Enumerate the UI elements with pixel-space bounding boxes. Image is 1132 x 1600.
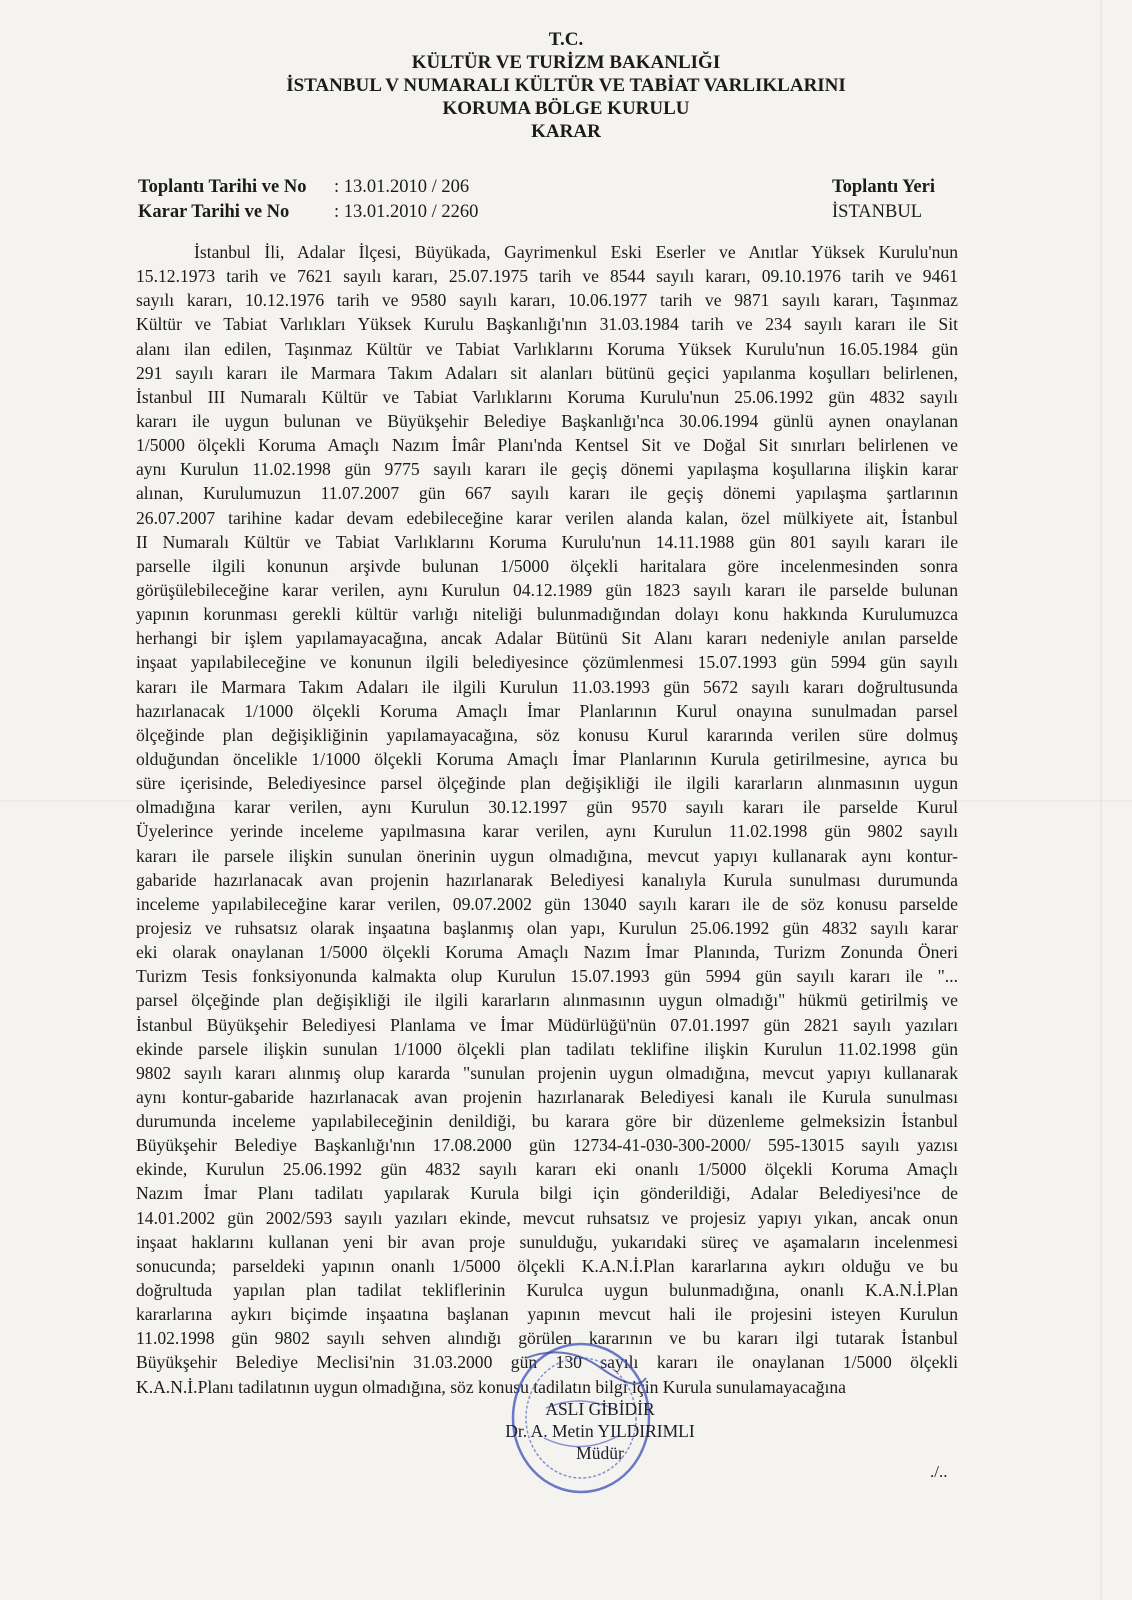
page-continue-marker: ./.. [930, 1462, 948, 1481]
body-line: 26.07.2007 tarihine kadar devam edebileceğine karar verilen alanda kalan, özel mülkiyete ait, İstanbul [136, 507, 958, 528]
body-line: İstanbul İli, Adalar İlçesi, Büyükada, Gayrimenkul Eski Eserler ve Anıtlar Yüksek Kurulu'nun [194, 242, 958, 262]
meeting-date-row [138, 175, 478, 200]
body-line: alınan, Kurulumuzun 11.07.2007 gün 667 sayılı kararı ile geçiş dönemi yapılaşma şartlarının [136, 483, 958, 504]
header-board-line2: KORUMA BÖLGE KURULU [442, 98, 690, 119]
decision-body [136, 240, 958, 1399]
body-line: sayılı kararı, 10.12.1976 tarih ve 9580 sayılı kararı, 10.06.1977 tarih ve 9871 sayılı kararı, Taşınmaz [136, 290, 958, 311]
body-line: ekinde, Kurulun 25.06.1992 gün 4832 sayılı kararı eki onanlı 1/5000 ölçekli Koruma Amaçlı [136, 1159, 958, 1180]
body-line: 15.12.1973 tarih ve 7621 sayılı kararı, 25.07.1975 tarih ve 8544 sayılı kararı, 09.10.1976 tarih ve 9461 [136, 266, 958, 287]
body-line: 11.02.1998 gün 9802 sayılı sehven alındığı görülen kararının ve bu kararı ilgi tutarak İstanbul [136, 1328, 958, 1349]
body-line: İstanbul III Numaralı Kültür ve Tabiat Varlıklarını Koruma Kurulu'nun 25.06.1992 gün 4832 sayılı [136, 386, 958, 407]
body-line: yapının korunması gerekli kültür varlığı niteliği bulunmadığından dolayı konu hakkında Kurulumuzca [136, 604, 958, 625]
header-republic: T.C. [548, 29, 584, 50]
body-line: Nazım İmar Planı tadilatı yapılarak Kurula bilgi için gönderildiği, Adalar Belediyesi'nce de [136, 1183, 958, 1204]
body-line: 291 sayılı kararı ile Marmara Takım Adaları sit alanları bütünü geçici yapılanma koşulları belirlenen, [136, 362, 958, 383]
body-line: Büyükşehir Belediye Meclisi'nin 31.03.2000 gün 130 sayılı kararı ile onaylanan 1/5000 ölçekli [136, 1352, 958, 1373]
body-line: inşaat haklarını kullanan yeni bir avan proje sunulduğu, yukarıdaki süreç ve aşamaların incelenmesi [136, 1231, 958, 1252]
meeting-place-label: Toplantı Yeri [832, 177, 935, 197]
body-line: doğrultuda yapılan plan tadilat tekliflerinin Kurulca uygun bulunmadığına, onanlı K.A.N.İ.Plan [136, 1280, 958, 1301]
decision-date-value: : 13.01.2010 / 2260 [334, 202, 479, 222]
body-line: kararlarına aykırı biçimde inşaatına başlanan yapının mevcut hali ile projesini isteyen Kurulun [136, 1304, 958, 1325]
header-ministry: KÜLTÜR VE TURİZM BAKANLIĞI [411, 52, 721, 73]
decision-date-label: Karar Tarihi ve No [138, 202, 290, 222]
meeting-meta [138, 175, 478, 225]
body-line: ölçeğinde plan değişikliğinin yapılamayacağına, söz konusu Kurul kararında verilen süre dolmuş [136, 724, 958, 745]
body-line: aynı Kurulun 11.02.1998 gün 9775 sayılı kararı ile geçiş dönemi yapılaşma koşullarına ilişkin karar [136, 459, 958, 480]
body-line: durumunda inceleme yapılabileceğinin denildiği, bu karara göre bir düzenleme gelmeksizin İstanbul [136, 1111, 958, 1132]
body-line: aynı kontur-gabaride hazırlanacak avan projenin hazırlanarak Belediyesi kanalı ile Kurula sunulması [136, 1086, 958, 1107]
body-line: Turizm Tesis fonksiyonunda kalmakta olup Kurulun 15.07.1993 gün 5994 gün sayılı kararı ile "... [136, 966, 958, 987]
body-line: eki olarak onaylanan 1/5000 ölçekli Koruma Amaçlı Nazım İmar Planında, Turizm Zonunda Öneri [136, 942, 958, 963]
body-line: süre içerisinde, Belediyesince parsel ölçeğinde plan değişikliği ile ilgili kararların alınmasının uygun [136, 773, 958, 794]
meeting-date-value: : 13.01.2010 / 206 [334, 177, 470, 197]
body-line: Büyükşehir Belediye Başkanlığı'nın 17.08.2000 gün 12734-41-030-300-2000/ 595-13015 sayılı yazısı [136, 1135, 958, 1156]
body-line: inşaat yapılabileceğine ve konunun ilgili belediyesince çözümlenmesi 15.07.1993 gün 5994 gün sayılı [136, 652, 958, 673]
body-line: 9802 sayılı kararı alınmış olup kararda "sunulan projenin uygun olmadığına, mevcut yapıyı kullanarak [136, 1062, 958, 1083]
body-line: II Numaralı Kültür ve Tabiat Varlıklarını Koruma Kurulu'nun 14.11.1988 gün 801 sayılı kararı ile [136, 531, 958, 552]
body-line: kararı ile uygun bulunan ve Büyükşehir Belediye Başkanlığı'nca 30.06.1994 günlü aynen onaylanan [136, 410, 958, 431]
body-line: olduğundan öncelikle 1/1000 ölçekli Koruma Amaçlı İmar Planlarının Kurula getirilmesine, ayrıca bu [136, 748, 958, 769]
meeting-date-label: Toplantı Tarihi ve No [138, 177, 307, 197]
body-line: 14.01.2002 gün 2002/593 sayılı yazıları ekinde, mevcut ruhsatsız ve projesiz yapıyı yıkan, ancak onun [136, 1207, 958, 1228]
signer-title: Müdür [576, 1443, 624, 1463]
header-decision: KARAR [531, 121, 601, 142]
document-header [0, 28, 1132, 143]
body-line: Üyelerince yerinde inceleme yapılmasına karar verilen, aynı Kurulun 11.02.1998 gün 9802 sayılı [136, 821, 958, 842]
signature-block [470, 1398, 730, 1464]
body-line: kararı ile parsele ilişkin sunulan önerinin uygun olmadığına, mevcut yapıyı kullanarak aynı kontur- [136, 845, 958, 866]
body-line: sonucunda; parseldeki yapının onanlı 1/5000 ölçekli K.A.N.İ.Plan kararlarına aykırı olduğu ve bu [136, 1255, 958, 1276]
body-line: gabaride hazırlanacak avan projenin hazırlanarak Belediyesi kanalıyla Kurula sunulması durumunda [136, 869, 958, 890]
body-line: kararı ile Marmara Takım Adaları ile ilgili Kurulun 11.03.1993 gün 5672 sayılı kararı doğrultusunda [136, 676, 958, 697]
header-board-line1: İSTANBUL V NUMARALI KÜLTÜR VE TABİAT VARLIKLARINI [286, 75, 846, 96]
body-line: parsel ölçeğinde plan değişikliği ile ilgili kararların alınmasının uygun olmadığı" hükmü getirilmiş ve [136, 990, 958, 1011]
body-line: parselle ilgili konunun arşivde bulunan 1/5000 ölçekli haritalara göre incelenmesinden sonra [136, 555, 958, 576]
meeting-place [832, 175, 935, 225]
decision-date-row [138, 200, 478, 225]
body-line: hazırlanacak 1/1000 ölçekli Koruma Amaçlı İmar Planlarının Kurul onayına sunulmadan parsel [136, 700, 958, 721]
body-line: İstanbul Büyükşehir Belediyesi Planlama ve İmar Müdürlüğü'nün 07.01.1997 gün 2821 sayılı yazıları [136, 1014, 958, 1035]
stamp-text: ASLI GİBİDİR [545, 1399, 655, 1419]
body-line: projesiz ve ruhsatsız olarak inşaatına başlanmış olan yapı, Kurulun 25.06.1992 gün 4832 sayılı karar [136, 917, 958, 938]
body-line: inceleme yapılabileceğine karar verilen, 09.07.2002 gün 13040 sayılı kararı ile de söz konusu parselde [136, 893, 958, 914]
body-line: görüşülebileceğine karar verilen, aynı Kurulun 04.12.1989 gün 1823 sayılı kararı ile parselde bulunan [136, 579, 958, 600]
body-line: Kültür ve Tabiat Varlıkları Yüksek Kurulu Başkanlığı'nın 31.03.1984 tarih ve 234 sayılı kararı ile Sit [136, 314, 958, 335]
body-line: K.A.N.İ.Planı tadilatının uygun olmadığına, söz konusu tadilatın bilgi için Kurula sunulamayacağına [136, 1376, 846, 1397]
body-line: 1/5000 ölçekli Koruma Amaçlı Nazım İmâr Planı'nda Kentsel Sit ve Doğal Sit sınırları belirlenen ve [136, 435, 958, 456]
signer-name: Dr. A. Metin YILDIRIMLI [505, 1421, 695, 1441]
meeting-place-value: İSTANBUL [832, 202, 922, 222]
body-line: alanı ilan edilen, Taşınmaz Kültür ve Tabiat Varlıklarını Koruma Yüksek Kurulu'nun 16.05.1984 gün [136, 338, 958, 359]
body-line: ekinde parsele ilişkin sunulan 1/1000 ölçekli plan tadilatı teklifine ilişkin Kurulun 11.02.1998 gün [136, 1038, 958, 1059]
body-line: olmadığına karar verilen, aynı Kurulun 30.12.1997 gün 9570 sayılı kararı ile parselde Kurul [136, 797, 958, 818]
body-line: herhangi bir işlem yapılamayacağına, ancak Adalar Bütünü Sit Alanı kararı nedeniyle anılan parselde [136, 628, 958, 649]
